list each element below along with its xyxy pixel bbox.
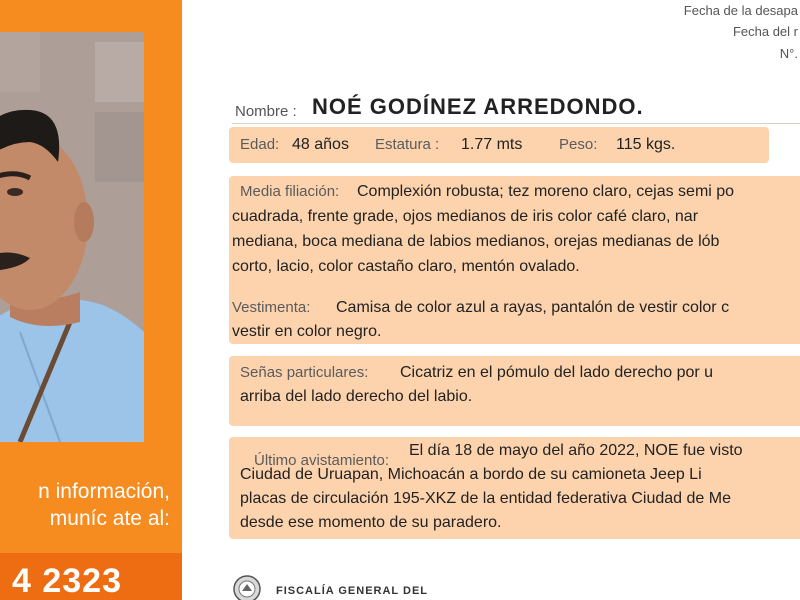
phone-number: 4 2323 <box>12 562 122 600</box>
fiscalia-footer-text: FISCALÍA GENERAL DEL <box>276 585 429 597</box>
peso-value: 115 kgs. <box>616 136 676 153</box>
media-filiacion-line-1: Complexión robusta; tez moreno claro, cejas semi po <box>357 183 735 200</box>
senas-line-2: arriba del lado derecho del labio. <box>240 388 473 405</box>
media-filiacion-label: Media filiación: <box>240 183 340 200</box>
estatura-label: Estatura : <box>375 136 440 153</box>
folio-number-label: N°. <box>779 46 798 61</box>
senas-particulares-box <box>229 356 800 426</box>
vestimenta-label: Vestimenta: <box>232 299 311 316</box>
left-panel <box>0 0 182 600</box>
fecha-reporte-label: Fecha del r <box>732 24 798 39</box>
ultimo-line-3: placas de circulación 195-XKZ de la entidad federativa Ciudad de Me <box>240 490 731 507</box>
media-filiacion-line-2: cuadrada, frente grade, ojos medianos de iris color café claro, nar <box>232 208 699 225</box>
contact-line-2: muníc ate al: <box>49 507 170 530</box>
name-label: Nombre : <box>235 103 297 120</box>
name-divider <box>232 123 800 124</box>
estatura-value: 1.77 mts <box>461 136 523 153</box>
ultimo-label: Último avistamiento: <box>254 452 390 469</box>
basic-info-box <box>229 127 769 163</box>
ultimo-avistamiento-box <box>229 437 800 539</box>
fecha-desaparicion-label: Fecha de la desapa <box>683 3 798 18</box>
edad-label: Edad: <box>240 136 280 153</box>
ultimo-line-4: desde ese momento de su paradero. <box>240 514 502 531</box>
media-filiacion-line-3: mediana, boca mediana de labios medianos, orejas medianas de lób <box>232 233 720 250</box>
peso-label: Peso: <box>559 136 598 153</box>
person-name: NOÉ GODÍNEZ ARREDONDO. <box>312 94 644 119</box>
media-filiacion-box <box>229 176 800 344</box>
senas-line-1: Cicatriz en el pómulo del lado derecho por u <box>400 364 714 381</box>
media-filiacion-line-4: corto, lacio, color castaño claro, mentón ovalado. <box>232 258 580 275</box>
senas-label: Señas particulares: <box>240 364 369 381</box>
vestimenta-line-1: Camisa de color azul a rayas, pantalón de vestir color c <box>336 299 730 316</box>
person-photo <box>0 32 144 442</box>
ultimo-line-1: El día 18 de mayo del año 2022, NOE fue visto <box>409 442 743 459</box>
vestimenta-line-2: vestir en color negro. <box>232 323 382 340</box>
fiscalia-seal-icon <box>232 573 262 600</box>
person-photo-illustration <box>0 32 144 442</box>
edad-value: 48 años <box>292 136 349 153</box>
contact-line-1: n información, <box>38 480 170 503</box>
ultimo-line-2: Ciudad de Uruapan, Michoacán a bordo de su camioneta Jeep Li <box>240 466 702 483</box>
